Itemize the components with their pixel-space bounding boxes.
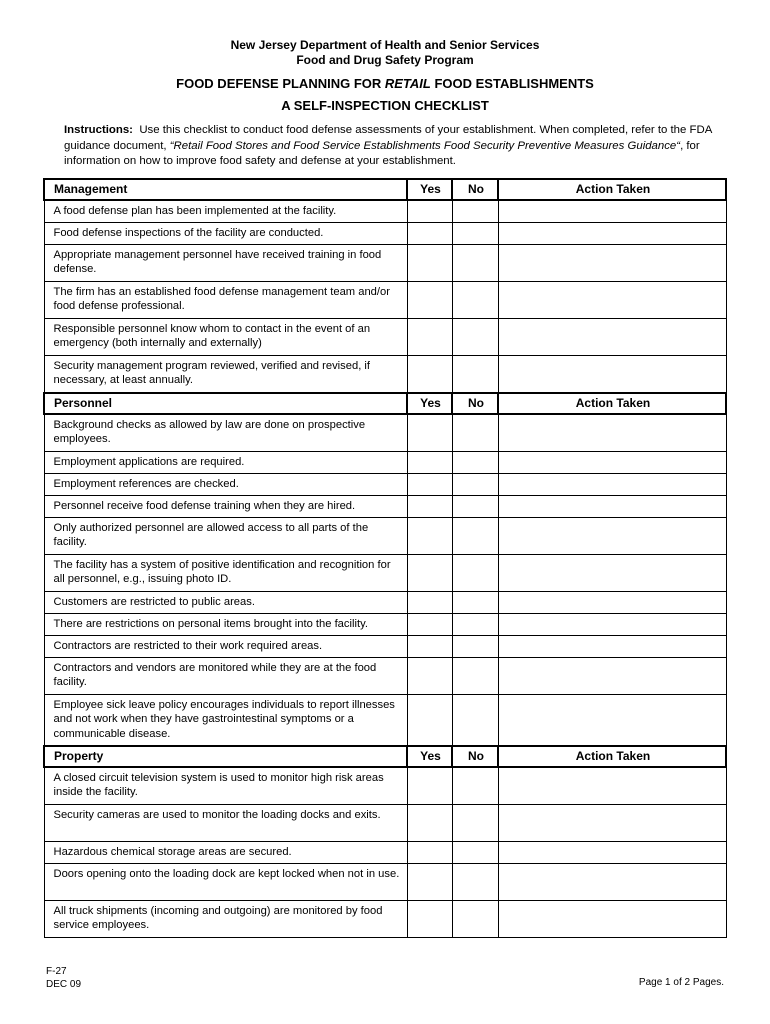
action-taken-cell[interactable] <box>498 636 726 658</box>
no-checkbox-cell[interactable] <box>452 245 498 282</box>
yes-checkbox-cell[interactable] <box>407 658 452 695</box>
document-title <box>0 76 770 91</box>
yes-checkbox-cell[interactable] <box>407 282 452 319</box>
checklist-row <box>44 474 726 496</box>
no-checkbox-cell[interactable] <box>452 555 498 592</box>
title-emphasis: RETAIL <box>384 76 431 91</box>
checklist-item-text: Security cameras are used to monitor the loading docks and exits. <box>44 805 407 842</box>
checklist-item-text: Contractors and vendors are monitored while they are at the food facility. <box>44 658 407 695</box>
no-checkbox-cell[interactable] <box>452 636 498 658</box>
action-taken-cell[interactable] <box>498 245 726 282</box>
no-checkbox-cell[interactable] <box>452 496 498 518</box>
yes-checkbox-cell[interactable] <box>407 414 452 452</box>
agency-header <box>0 38 770 68</box>
form-number: F-27 <box>46 966 67 977</box>
yes-checkbox-cell[interactable] <box>407 592 452 614</box>
checklist-row <box>44 901 726 938</box>
checklist-item-text: The facility has a system of positive identification and recognition for all personnel, e.g., issuing photo ID. <box>44 555 407 592</box>
checklist-row <box>44 614 726 636</box>
yes-checkbox-cell[interactable] <box>407 805 452 842</box>
checklist-row <box>44 695 726 747</box>
checklist-item-text: Appropriate management personnel have received training in food defense. <box>44 245 407 282</box>
action-taken-column-header: Action Taken <box>498 746 726 767</box>
checklist-item-text: Responsible personnel know whom to contact in the event of an emergency (both internally and externally) <box>44 319 407 356</box>
checklist-row <box>44 245 726 282</box>
action-taken-cell[interactable] <box>498 695 726 747</box>
yes-checkbox-cell[interactable] <box>407 356 452 394</box>
checklist-row <box>44 864 726 901</box>
action-taken-cell[interactable] <box>498 223 726 245</box>
action-taken-cell[interactable] <box>498 614 726 636</box>
yes-checkbox-cell[interactable] <box>407 767 452 805</box>
department-name: New Jersey Department of Health and Senior Services <box>230 38 540 52</box>
no-checkbox-cell[interactable] <box>452 592 498 614</box>
no-checkbox-cell[interactable] <box>452 767 498 805</box>
no-checkbox-cell[interactable] <box>452 805 498 842</box>
checklist-item-text: Food defense inspections of the facility are conducted. <box>44 223 407 245</box>
form-identifier <box>46 965 81 991</box>
section-header-personnel <box>44 393 726 414</box>
program-name: Food and Drug Safety Program <box>296 53 474 67</box>
yes-checkbox-cell[interactable] <box>407 223 452 245</box>
no-checkbox-cell[interactable] <box>452 414 498 452</box>
checklist-item-text: Contractors are restricted to their work required areas. <box>44 636 407 658</box>
fda-guidance-title: “Retail Food Stores and Food Service Establishments Food Security Preventive Measures Guidance“ <box>169 139 681 152</box>
form-date: DEC 09 <box>46 979 82 990</box>
no-checkbox-cell[interactable] <box>452 864 498 901</box>
yes-checkbox-cell[interactable] <box>407 555 452 592</box>
yes-checkbox-cell[interactable] <box>407 496 452 518</box>
checklist-item-text: All truck shipments (incoming and outgoing) are monitored by food service employees. <box>44 901 407 938</box>
action-taken-cell[interactable] <box>498 282 726 319</box>
checklist-item-text: Customers are restricted to public areas. <box>44 592 407 614</box>
action-taken-cell[interactable] <box>498 319 726 356</box>
yes-checkbox-cell[interactable] <box>407 864 452 901</box>
checklist-item-text: Background checks as allowed by law are done on prospective employees. <box>44 414 407 452</box>
no-checkbox-cell[interactable] <box>452 695 498 747</box>
action-taken-cell[interactable] <box>498 555 726 592</box>
checklist-row <box>44 356 726 394</box>
document-subtitle: A SELF-INSPECTION CHECKLIST <box>281 98 489 113</box>
no-column-header: No <box>452 179 498 200</box>
yes-checkbox-cell[interactable] <box>407 614 452 636</box>
action-taken-cell[interactable] <box>498 496 726 518</box>
no-checkbox-cell[interactable] <box>452 319 498 356</box>
checklist-row <box>44 414 726 452</box>
instructions-text-before: Use this checklist to conduct food defense assessments of your establishment. When completed, refer to the FDA guidance document, <box>64 124 712 152</box>
checklist-item-text: The firm has an established food defense management team and/or food defense professional. <box>44 282 407 319</box>
no-checkbox-cell[interactable] <box>452 901 498 938</box>
checklist-row <box>44 518 726 555</box>
yes-checkbox-cell[interactable] <box>407 245 452 282</box>
yes-checkbox-cell[interactable] <box>407 636 452 658</box>
action-taken-cell[interactable] <box>498 452 726 474</box>
section-title: Personnel <box>44 393 407 414</box>
action-taken-cell[interactable] <box>498 414 726 452</box>
no-checkbox-cell[interactable] <box>452 518 498 555</box>
action-taken-cell[interactable] <box>498 518 726 555</box>
checklist-row <box>44 658 726 695</box>
instructions-paragraph <box>64 123 714 170</box>
checklist-row <box>44 496 726 518</box>
action-taken-cell[interactable] <box>498 200 726 223</box>
section-header-management <box>44 179 726 200</box>
checklist-row <box>44 636 726 658</box>
checklist-item-text: Employment applications are required. <box>44 452 407 474</box>
checklist-row <box>44 223 726 245</box>
yes-column-header: Yes <box>407 393 452 414</box>
section-title: Property <box>44 746 407 767</box>
no-checkbox-cell[interactable] <box>452 452 498 474</box>
checklist-row <box>44 842 726 864</box>
action-taken-cell[interactable] <box>498 901 726 938</box>
checklist-row <box>44 452 726 474</box>
yes-checkbox-cell[interactable] <box>407 901 452 938</box>
checklist-item-text: Personnel receive food defense training when they are hired. <box>44 496 407 518</box>
action-taken-cell[interactable] <box>498 767 726 805</box>
action-taken-cell[interactable] <box>498 842 726 864</box>
yes-column-header: Yes <box>407 179 452 200</box>
checklist-item-text: Doors opening onto the loading dock are kept locked when not in use. <box>44 864 407 901</box>
yes-checkbox-cell[interactable] <box>407 518 452 555</box>
checklist-item-text: Employment references are checked. <box>44 474 407 496</box>
instructions-text-after: , for information on how to improve food safety and defense at your establishment. <box>64 139 700 168</box>
action-taken-cell[interactable] <box>498 592 726 614</box>
action-taken-cell[interactable] <box>498 356 726 394</box>
no-checkbox-cell[interactable] <box>452 842 498 864</box>
checklist-row <box>44 805 726 842</box>
yes-checkbox-cell[interactable] <box>407 474 452 496</box>
action-taken-column-header: Action Taken <box>498 179 726 200</box>
yes-column-header: Yes <box>407 746 452 767</box>
instructions-label: Instructions: <box>64 124 133 136</box>
checklist-item-text: A closed circuit television system is used to monitor high risk areas inside the facility. <box>44 767 407 805</box>
action-taken-cell[interactable] <box>498 474 726 496</box>
no-checkbox-cell[interactable] <box>452 356 498 394</box>
checklist-row <box>44 319 726 356</box>
checklist-row <box>44 767 726 805</box>
checklist-row <box>44 555 726 592</box>
yes-checkbox-cell[interactable] <box>407 200 452 223</box>
yes-checkbox-cell[interactable] <box>407 452 452 474</box>
action-taken-cell[interactable] <box>498 658 726 695</box>
checklist-item-text: There are restrictions on personal items brought into the facility. <box>44 614 407 636</box>
section-title: Management <box>44 179 407 200</box>
checklist-item-text: A food defense plan has been implemented at the facility. <box>44 200 407 223</box>
section-header-property <box>44 746 726 767</box>
no-checkbox-cell[interactable] <box>452 658 498 695</box>
yes-checkbox-cell[interactable] <box>407 842 452 864</box>
no-checkbox-cell[interactable] <box>452 223 498 245</box>
checklist-item-text: Hazardous chemical storage areas are secured. <box>44 842 407 864</box>
no-column-header: No <box>452 393 498 414</box>
checklist-row <box>44 592 726 614</box>
checklist-row <box>44 282 726 319</box>
title-part2: FOOD ESTABLISHMENTS <box>430 76 594 91</box>
no-column-header: No <box>452 746 498 767</box>
no-checkbox-cell[interactable] <box>452 474 498 496</box>
no-checkbox-cell[interactable] <box>452 200 498 223</box>
title-part1: FOOD DEFENSE PLANNING FOR <box>176 76 385 91</box>
action-taken-column-header: Action Taken <box>498 393 726 414</box>
yes-checkbox-cell[interactable] <box>407 695 452 747</box>
checklist-row <box>44 200 726 223</box>
checklist-item-text: Employee sick leave policy encourages individuals to report illnesses and not work when they have gastrointestinal symptoms or a communicable disease. <box>44 695 407 747</box>
checklist-item-text: Security management program reviewed, verified and revised, if necessary, at least annually. <box>44 356 407 394</box>
page-number: Page 1 of 2 Pages. <box>638 977 724 988</box>
action-taken-cell[interactable] <box>498 864 726 901</box>
action-taken-cell[interactable] <box>498 805 726 842</box>
no-checkbox-cell[interactable] <box>452 282 498 319</box>
no-checkbox-cell[interactable] <box>452 614 498 636</box>
yes-checkbox-cell[interactable] <box>407 319 452 356</box>
checklist-table <box>43 178 727 938</box>
checklist-item-text: Only authorized personnel are allowed access to all parts of the facility. <box>44 518 407 555</box>
